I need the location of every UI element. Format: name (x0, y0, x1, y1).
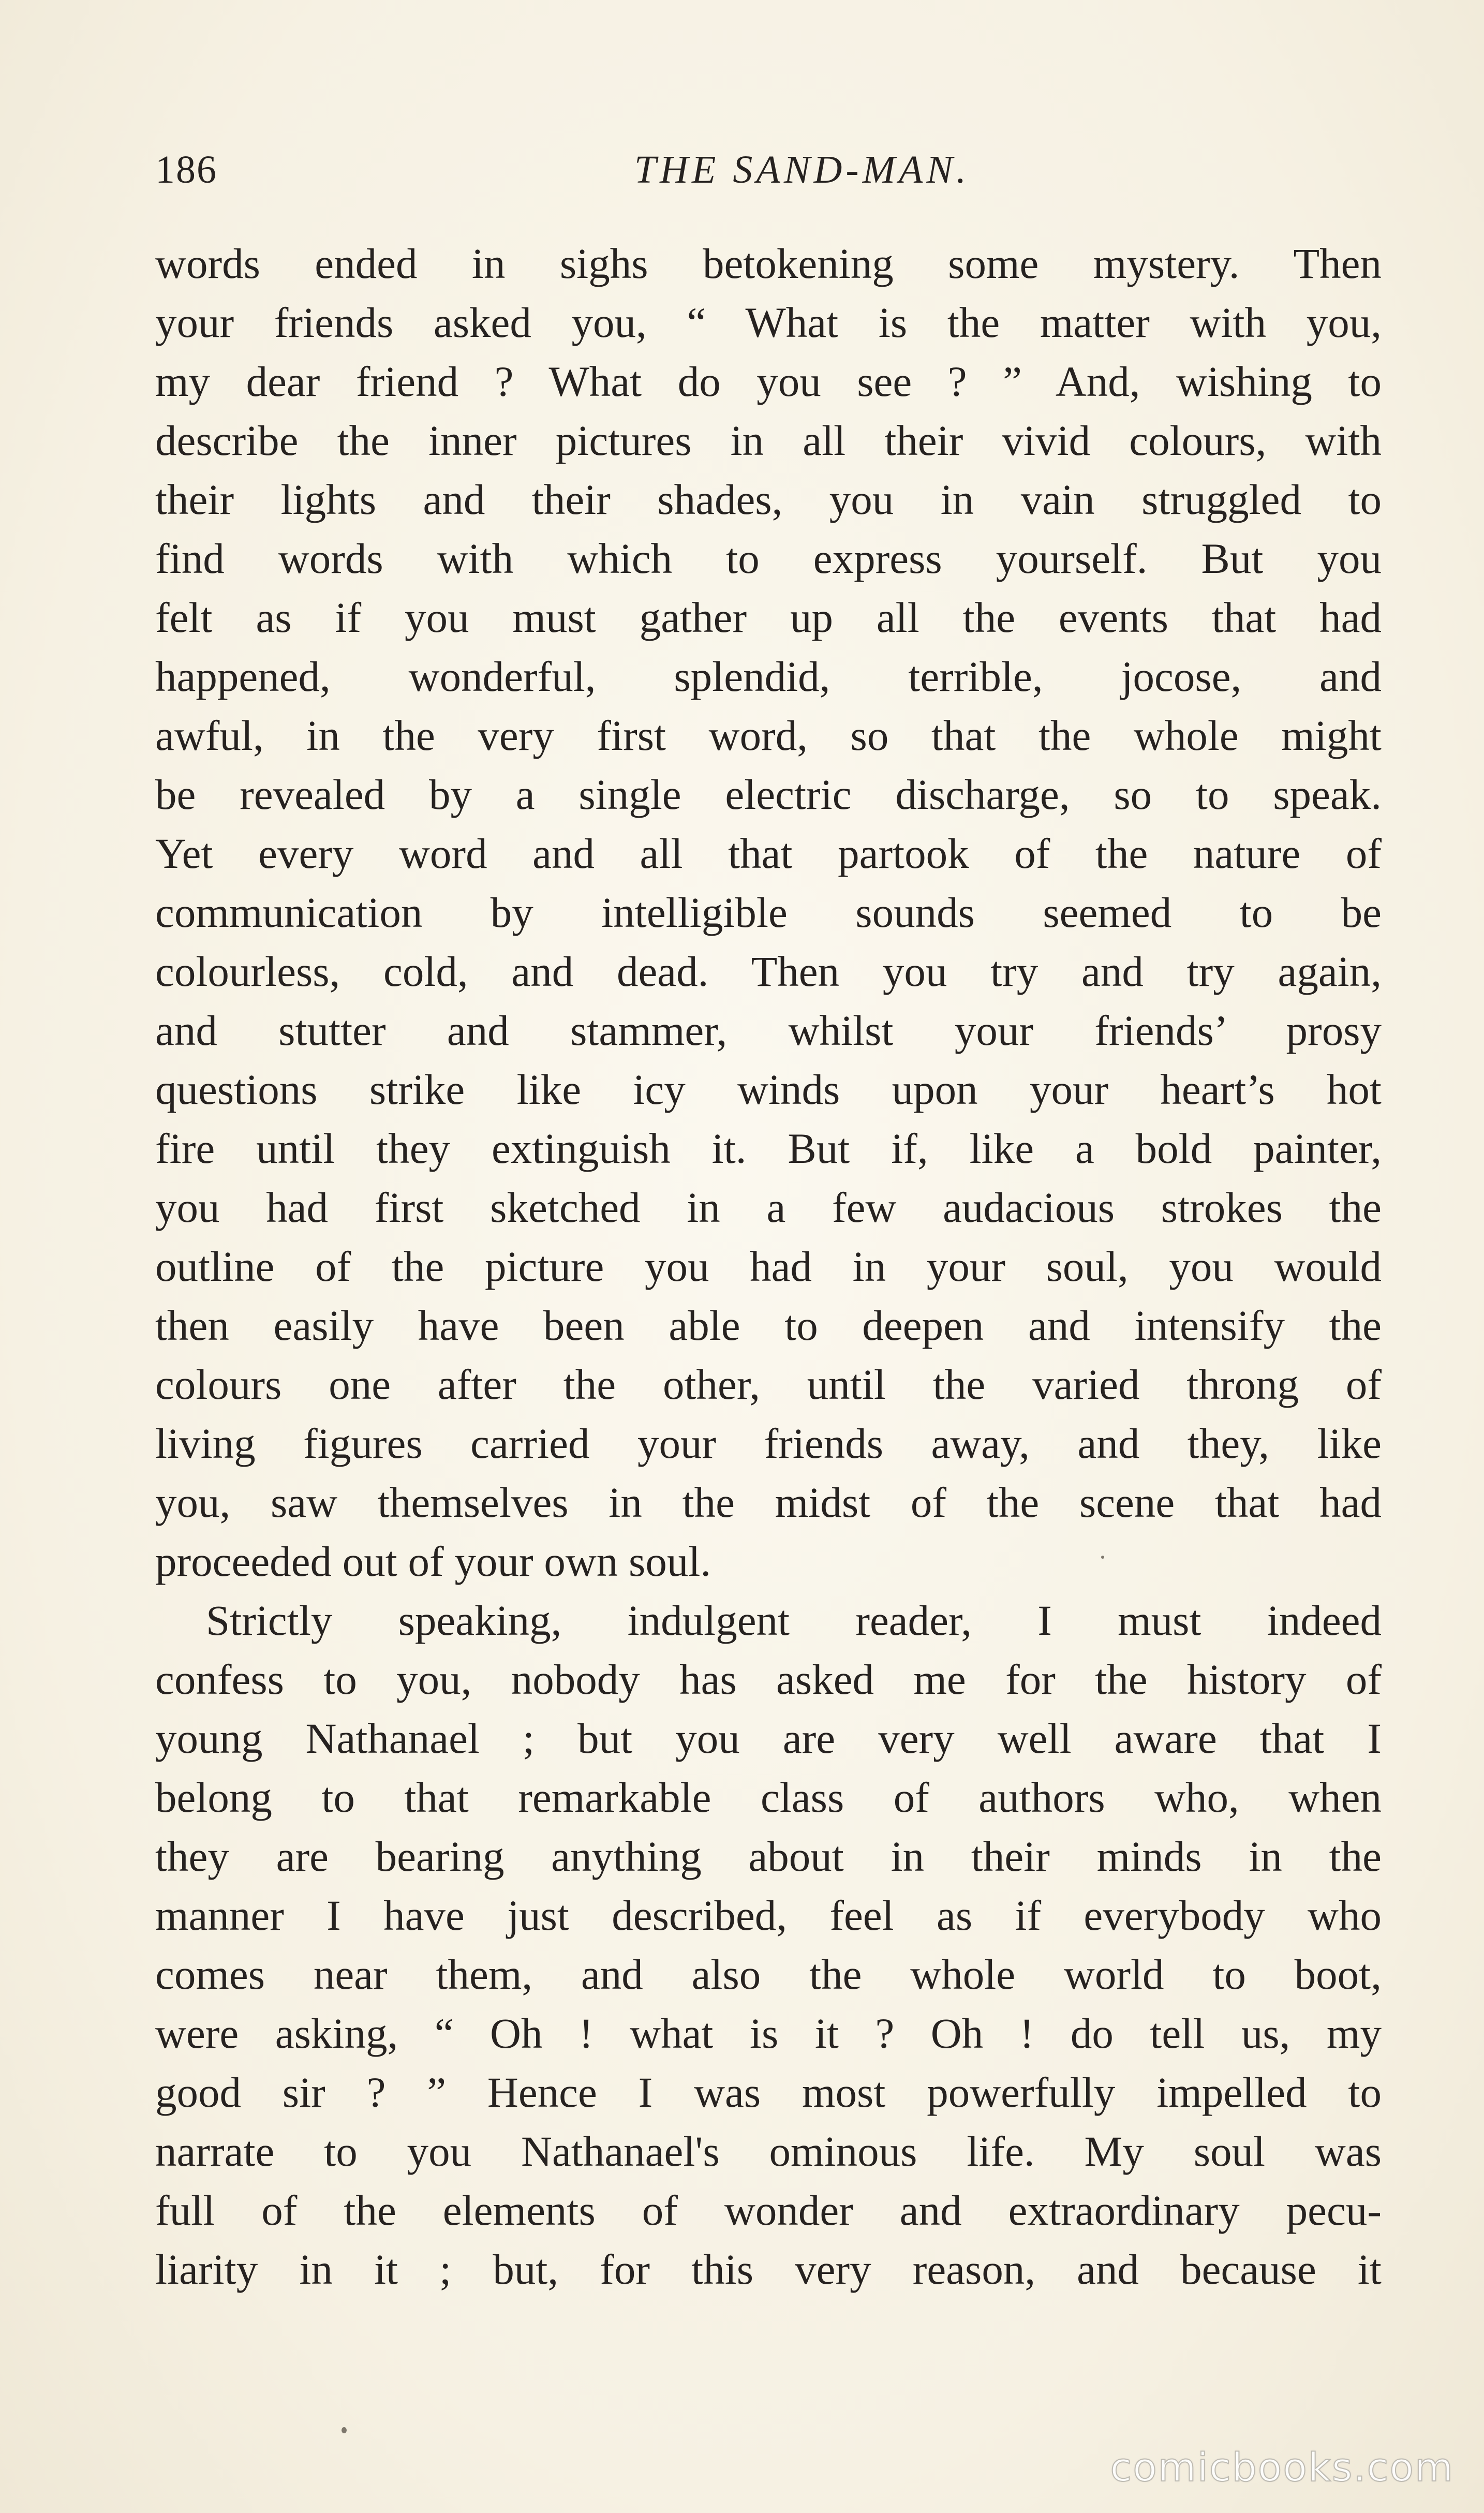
text-line: full of the elements of wonder and extraordinary pecu- (155, 2186, 1382, 2234)
text-line: belong to that remarkable class of authors who, when (155, 1773, 1382, 1821)
text-line: proceeded out of your own soul. (155, 1538, 711, 1585)
text-line: then easily have been able to deepen and intensify the (155, 1302, 1382, 1349)
text-line: find words with which to express yourself. But you (155, 535, 1382, 582)
text-line: awful, in the very first word, so that the whole might (155, 712, 1382, 759)
text-line: words ended in sighs betokening some mystery. Then (155, 240, 1382, 287)
text-line: were asking, “ Oh ! what is it ? Oh ! do tell us, my (155, 2009, 1382, 2057)
text-line: and stutter and stammer, whilst your friends’ prosy (155, 1007, 1382, 1054)
text-line: confess to you, nobody has asked me for the history of (155, 1655, 1382, 1703)
ink-speck (342, 2427, 347, 2433)
text-line: comes near them, and also the whole world to boot, (155, 1950, 1382, 1998)
text-line: they are bearing anything about in their minds in the (155, 1832, 1382, 1880)
text-line: you, saw themselves in the midst of the scene that had (155, 1479, 1382, 1526)
text-line: be revealed by a single electric discharge, so to speak. (155, 771, 1382, 818)
text-line: colours one after the other, until the varied throng of (155, 1361, 1382, 1408)
text-line: Strictly speaking, indulgent reader, I must indeed (206, 1597, 1382, 1644)
text-line: questions strike like icy winds upon your heart’s hot (155, 1066, 1382, 1113)
text-line: describe the inner pictures in all their vivid colours, with (155, 417, 1382, 464)
ink-speck (1101, 1556, 1104, 1559)
text-line: good sir ? ” Hence I was most powerfully impelled to (155, 2068, 1382, 2116)
text-line: happened, wonderful, splendid, terrible, jocose, and (155, 653, 1382, 700)
text-line: manner I have just described, feel as if everybody who (155, 1891, 1382, 1939)
text-line: fire until they extinguish it. But if, like a bold painter, (155, 1125, 1382, 1172)
running-head (155, 144, 1382, 196)
running-title: THE SAND-MAN. (634, 148, 970, 191)
text-line: young Nathanael ; but you are very well aware that I (155, 1714, 1382, 1762)
text-line: felt as if you must gather up all the events that had (155, 594, 1382, 641)
body-text (155, 234, 1382, 2299)
text-line: narrate to you Nathanael's ominous life. My soul was (155, 2127, 1382, 2175)
text-line: your friends asked you, “ What is the matter with you, (155, 299, 1382, 346)
text-line: their lights and their shades, you in vain struggled to (155, 476, 1382, 523)
page-number: 186 (155, 148, 217, 191)
text-line: liarity in it ; but, for this very reason, and because it (155, 2245, 1382, 2293)
text-line: colourless, cold, and dead. Then you try and try again, (155, 948, 1382, 995)
text-line: outline of the picture you had in your soul, you would (155, 1243, 1382, 1290)
text-line: Yet every word and all that partook of the nature of (155, 830, 1382, 877)
text-line: my dear friend ? What do you see ? ” And, wishing to (155, 358, 1382, 405)
watermark-logo: comicbooks.com (1110, 2444, 1454, 2490)
text-line: you had first sketched in a few audacious strokes the (155, 1184, 1382, 1231)
text-line: communication by intelligible sounds seemed to be (155, 889, 1382, 936)
text-line: living figures carried your friends away, and they, like (155, 1420, 1382, 1467)
